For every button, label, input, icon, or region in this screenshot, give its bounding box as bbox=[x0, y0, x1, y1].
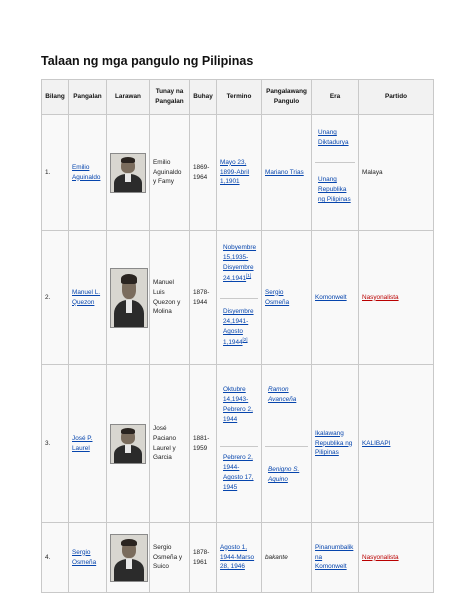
portrait-icon[interactable] bbox=[110, 153, 146, 193]
era-cell bbox=[312, 231, 359, 365]
era-link[interactable]: Unang Republika ng Pilipinas bbox=[318, 176, 351, 203]
portrait-cell bbox=[107, 365, 150, 523]
era-cell bbox=[312, 365, 359, 523]
vp-link[interactable]: Mariano Trias bbox=[265, 168, 304, 176]
term-link[interactable]: Oktubre 14,1943-Pebrero 2, 1944 bbox=[223, 386, 253, 423]
table-row bbox=[42, 365, 434, 523]
term-link[interactable]: Disyembre 24,1941-Agosto 1,1944 bbox=[223, 308, 254, 346]
header-bilang: Bilang bbox=[42, 80, 69, 115]
portrait-icon[interactable] bbox=[110, 268, 148, 328]
portrait-icon[interactable] bbox=[110, 424, 146, 464]
president-name-link[interactable]: Sergio Osmeña bbox=[72, 548, 97, 566]
row-number: 2. bbox=[42, 231, 69, 365]
party-link[interactable]: KALIBAPI bbox=[362, 439, 391, 447]
header-era: Era bbox=[312, 80, 359, 115]
vp-link[interactable]: Benigno S. Aquino bbox=[268, 466, 300, 483]
page-title: Talaan ng mga pangulo ng Pilipinas bbox=[41, 54, 254, 68]
table-row bbox=[42, 231, 434, 365]
vp-cell bbox=[262, 365, 312, 523]
era-cell bbox=[312, 523, 359, 593]
life-years: 1881-1959 bbox=[190, 365, 217, 523]
era-link[interactable]: Unang Diktadurya bbox=[318, 129, 349, 146]
vp-cell bbox=[262, 115, 312, 231]
portrait-cell bbox=[107, 115, 150, 231]
real-name: Manuel Luis Quezon y Molina bbox=[150, 231, 190, 365]
president-name-cell bbox=[69, 365, 107, 523]
president-name-link[interactable]: Emilio Aguinaldo bbox=[72, 163, 101, 181]
party-cell: Malaya bbox=[359, 115, 434, 231]
term-link[interactable]: Agosto 1, 1944-Marso 28, 1946 bbox=[220, 543, 255, 571]
president-name-cell bbox=[69, 231, 107, 365]
vp-link[interactable]: Ramon Avanceña bbox=[268, 386, 297, 403]
term-cell bbox=[217, 115, 262, 231]
header-buhay: Buhay bbox=[190, 80, 217, 115]
portrait-icon[interactable] bbox=[110, 534, 148, 582]
term-link[interactable]: Mayo 23, 1899-Abril 1,1901 bbox=[220, 158, 250, 186]
real-name: José Paciano Laurel y Garcia bbox=[150, 365, 190, 523]
era-link[interactable]: Pinanumbalik na Komonwelt bbox=[315, 543, 354, 571]
party-cell bbox=[359, 523, 434, 593]
presidents-table bbox=[41, 79, 434, 593]
real-name: Emilio Aguinaldo y Famy bbox=[150, 115, 190, 231]
header-partido: Partido bbox=[359, 80, 434, 115]
era-link[interactable]: Komonwelt bbox=[315, 293, 347, 301]
header-pangalawang-pangulo: Pangalawang Pangulo bbox=[262, 80, 312, 115]
footnote-link[interactable]: [1] bbox=[246, 272, 252, 278]
president-name-cell bbox=[69, 523, 107, 593]
row-number: 1. bbox=[42, 115, 69, 231]
life-years: 1878-1961 bbox=[190, 523, 217, 593]
table-header-row bbox=[42, 80, 434, 115]
president-name-cell bbox=[69, 115, 107, 231]
president-name-link[interactable]: José P. Laurel bbox=[72, 434, 93, 452]
era-link[interactable]: Ikalawang Republika ng Pilipinas bbox=[315, 429, 353, 457]
table-row bbox=[42, 115, 434, 231]
party-cell bbox=[359, 365, 434, 523]
president-name-link[interactable]: Manuel L. Quezon bbox=[72, 288, 101, 306]
real-name: Sergio Osmeña y Suico bbox=[150, 523, 190, 593]
term-cell bbox=[217, 523, 262, 593]
table-row bbox=[42, 523, 434, 593]
header-larawan: Larawan bbox=[107, 80, 150, 115]
term-link[interactable]: Pebrero 2, 1944-Agosto 17, 1945 bbox=[223, 454, 254, 491]
row-number: 3. bbox=[42, 365, 69, 523]
portrait-cell bbox=[107, 523, 150, 593]
party-link[interactable]: Nasyonalista bbox=[362, 553, 399, 561]
portrait-cell bbox=[107, 231, 150, 365]
footnote-link[interactable]: [2] bbox=[242, 336, 248, 342]
party-link[interactable]: Nasyonalista bbox=[362, 293, 399, 301]
era-cell bbox=[312, 115, 359, 231]
vp-cell bbox=[262, 231, 312, 365]
life-years: 1878-1944 bbox=[190, 231, 217, 365]
term-cell bbox=[217, 231, 262, 365]
header-termino: Termino bbox=[217, 80, 262, 115]
vp-link[interactable]: Sergio Osmeña bbox=[265, 288, 290, 306]
vp-cell: bakante bbox=[262, 523, 312, 593]
header-tunay-na-pangalan: Tunay na Pangalan bbox=[150, 80, 190, 115]
term-cell bbox=[217, 365, 262, 523]
term-link[interactable]: Nobyembre 15,1935-Disyembre 24,1941 bbox=[223, 244, 257, 282]
row-number: 4. bbox=[42, 523, 69, 593]
header-pangalan: Pangalan bbox=[69, 80, 107, 115]
life-years: 1869-1964 bbox=[190, 115, 217, 231]
party-cell bbox=[359, 231, 434, 365]
